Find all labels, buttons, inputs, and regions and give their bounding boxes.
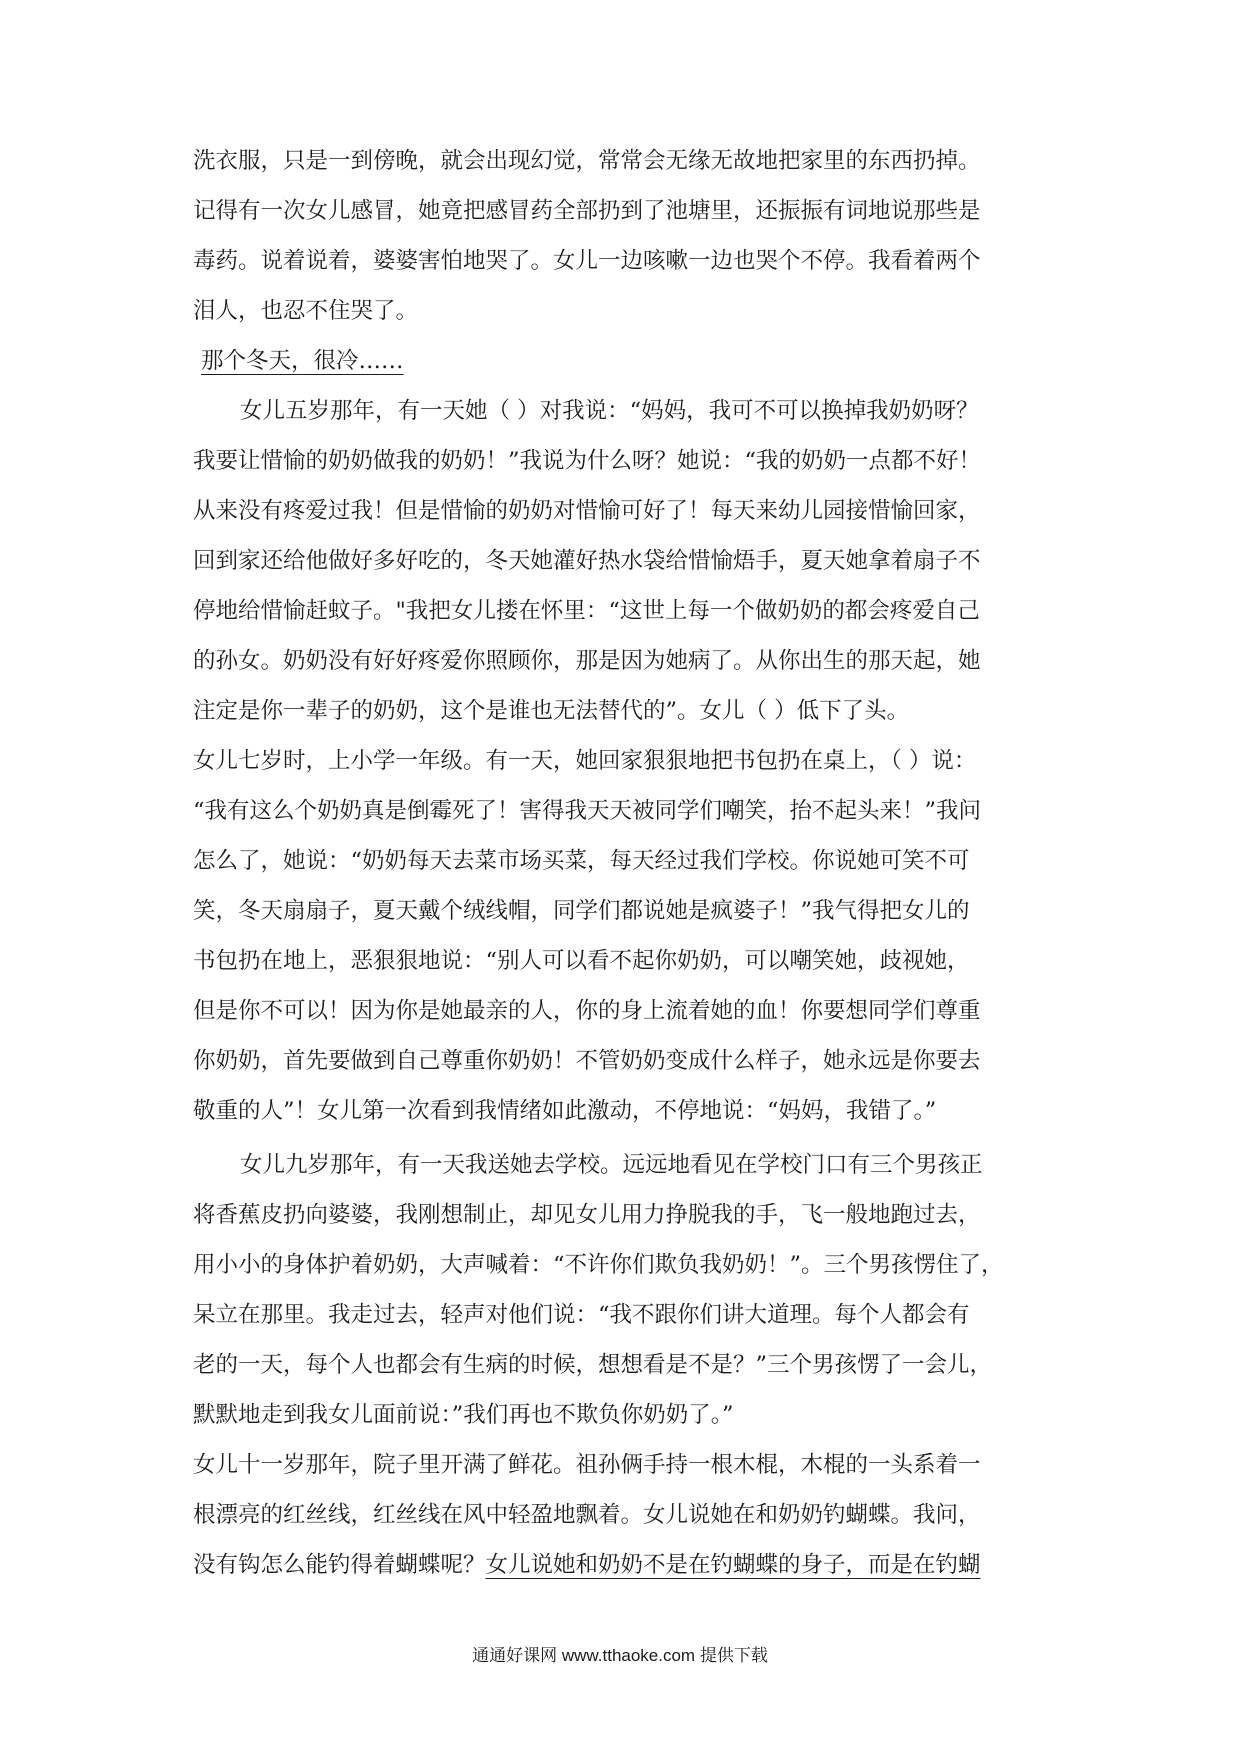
text-line: 你奶奶，首先要做到自己尊重你奶奶！不管奶奶变成什么样子，她永远是你要去 <box>193 1048 981 1074</box>
text-line: 笑，冬天扇扇子，夏天戴个绒线帽，同学们都说她是疯婆子！”我气得把女儿的 <box>193 898 970 924</box>
text-line: 的孙女。奶奶没有好好疼爱你照顾你，那是因为她病了。从你出生的那天起，她 <box>193 648 981 674</box>
text-line: 注定是你一辈子的奶奶，这个是谁也无法替代的”。女儿（ ）低下了头。 <box>193 698 910 724</box>
underlined-sentence: 女儿说她和奶奶不是在钓蝴蝶的身子，而是在钓蝴 <box>485 1552 981 1578</box>
text-line: 回到家还给他做好多好吃的，冬天她灌好热水袋给惜愉焐手，夏天她拿着扇子不 <box>193 548 981 574</box>
text-line: 我要让惜愉的奶奶做我的奶奶！”我说为什么呀？她说：“我的奶奶一点都不好！ <box>193 448 982 474</box>
text-line <box>193 1550 981 1580</box>
text-line: 停地给惜愉赶蚊子。"我把女儿搂在怀里：“这世上每一个做奶奶的都会疼爱自己 <box>193 598 980 624</box>
text-line: 呆立在那里。我走过去，轻声对他们说：“我不跟你们讲大道理。每个人都会有 <box>193 1302 970 1328</box>
text-line: 怎么了，她说：“奶奶每天去菜市场买菜，每天经过我们学校。你说她可笑不可 <box>193 848 970 874</box>
text-line: 洗衣服，只是一到傍晚，就会出现幻觉，常常会无缘无故地把家里的东西扔掉。 <box>193 148 981 174</box>
text-segment: 没有钩怎么能钓得着蝴蝶呢？ <box>193 1552 486 1578</box>
text-line: 用小小的身体护着奶奶，大声喊着：“不许你们欺负我奶奶！”。三个男孩愣住了， <box>193 1252 1004 1278</box>
text-line: 但是你不可以！因为你是她最亲的人，你的身上流着她的血！你要想同学们尊重 <box>193 998 981 1024</box>
text-line: 敬重的人”！女儿第一次看到我情绪如此激动，不停地说：“妈妈，我错了。” <box>193 1098 937 1124</box>
text-line: 毒药。说着说着，婆婆害怕地哭了。女儿一边咳嗽一边也哭个不停。我看着两个 <box>193 248 981 274</box>
text-line: 记得有一次女儿感冒，她竟把感冒药全部扔到了池塘里，还振振有词地说那些是 <box>193 198 981 224</box>
text-line: 书包扔在地上，恶狠狠地说：“别人可以看不起你奶奶，可以嘲笑她，歧视她， <box>193 948 970 974</box>
text-line: “我有这么个奶奶真是倒霉死了！害得我天天被同学们嘲笑，抬不起头来！”我问 <box>193 798 982 824</box>
text-line: 老的一天，每个人也都会有生病的时候，想想看是不是？”三个男孩愣了一会儿， <box>193 1352 993 1378</box>
text-line: 默默地走到我女儿面前说：”我们再也不欺负你奶奶了。” <box>193 1402 734 1428</box>
text-line: 女儿七岁时，上小学一年级。有一天，她回家狠狠地把书包扔在桌上，（ ）说： <box>193 748 977 774</box>
text-line: 从来没有疼爱过我！但是惜愉的奶奶对惜愉可好了！每天来幼儿园接惜愉回家， <box>193 498 981 524</box>
text-line: 女儿五岁那年，有一天她（ ）对我说：“妈妈，我可不可以换掉我奶奶呀？ <box>240 398 979 424</box>
text-line-underlined: 那个冬天，很冷…… <box>201 348 404 374</box>
text-line: 将香蕉皮扔向婆婆，我刚想制止，却见女儿用力挣脱我的手，飞一般地跑过去， <box>193 1202 981 1228</box>
text-line: 女儿十一岁那年，院子里开满了鲜花。祖孙俩手持一根木棍，木棍的一头系着一 <box>193 1452 981 1478</box>
text-line: 泪人，也忍不住哭了。 <box>193 298 419 324</box>
text-line: 根漂亮的红丝线，红丝线在风中轻盈地飘着。女儿说她在和奶奶钓蝴蝶。我问， <box>193 1502 981 1528</box>
text-line: 女儿九岁那年，有一天我送她去学校。远远地看见在学校门口有三个男孩正 <box>240 1152 983 1178</box>
footer-watermark: 通通好课网 www.tthaoke.com 提供下载 <box>472 1646 768 1665</box>
